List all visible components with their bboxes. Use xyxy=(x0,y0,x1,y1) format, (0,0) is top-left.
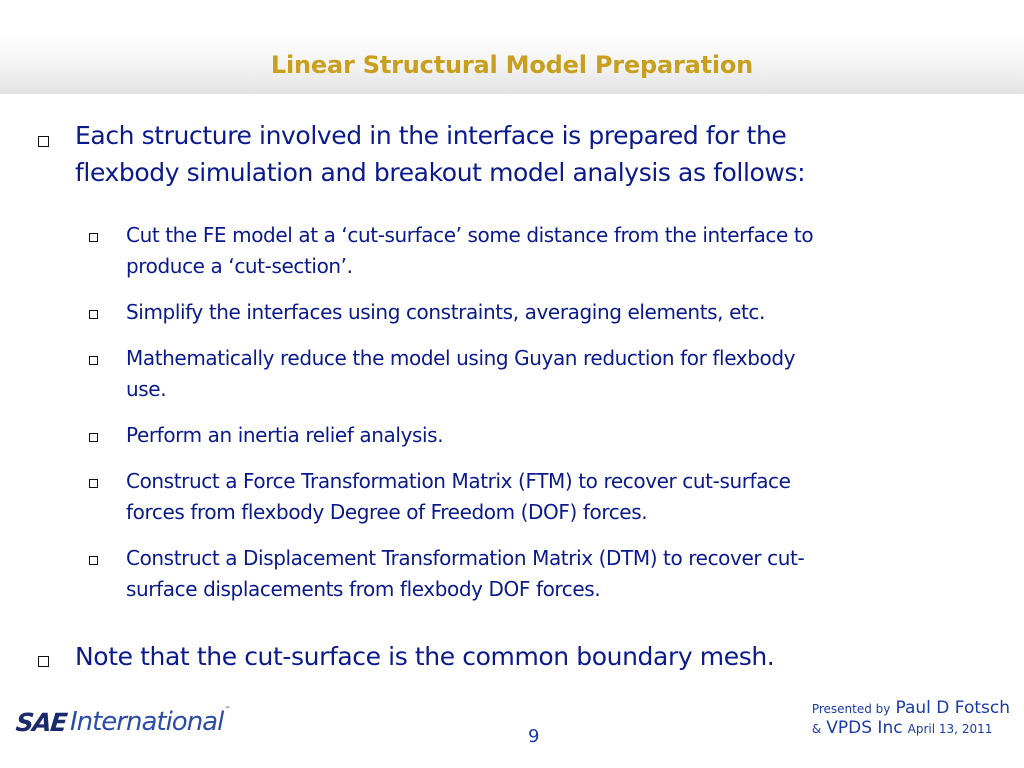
bullet-item xyxy=(75,638,955,675)
sub-bullet-item xyxy=(126,343,966,405)
bullet-line: forces from flexbody Degree of Freedom (DOF) forces. xyxy=(126,500,648,524)
square-bullet-icon xyxy=(89,479,98,488)
sub-bullet-item xyxy=(126,543,966,605)
logo-sae-text: SAE xyxy=(14,707,68,737)
square-bullet-icon xyxy=(89,233,98,242)
bullet-line: Each structure involved in the interface is prepared for the xyxy=(75,121,787,150)
bullet-line: Note that the cut-surface is the common boundary mesh. xyxy=(75,642,775,671)
bullet-line: Construct a Displacement Transformation Matrix (DTM) to recover cut- xyxy=(126,546,805,570)
page-number: 9 xyxy=(528,726,540,747)
bullet-line: flexbody simulation and breakout model analysis as follows: xyxy=(75,158,806,187)
presented-by-label: Presented by xyxy=(811,702,891,716)
logo-trademark: ™ xyxy=(224,706,231,713)
bullet-line: surface displacements from flexbody DOF forces. xyxy=(126,577,601,601)
bullet-item xyxy=(75,117,955,191)
logo-international-text: International xyxy=(69,707,224,737)
bullet-line: Simplify the interfaces using constraints, averaging elements, etc. xyxy=(126,300,765,324)
bullet-line: Cut the FE model at a ‘cut-surface’ some distance from the interface to xyxy=(126,223,814,247)
bullet-line: use. xyxy=(126,377,167,401)
sub-bullet-item xyxy=(126,466,966,528)
square-bullet-icon xyxy=(89,556,98,565)
credit-line-company xyxy=(812,718,1010,738)
square-bullet-icon xyxy=(89,310,98,319)
sae-international-logo xyxy=(16,702,230,742)
square-bullet-icon xyxy=(38,136,49,147)
presentation-date: April 13, 2011 xyxy=(907,722,993,736)
square-bullet-icon xyxy=(89,433,98,442)
sub-bullet-item xyxy=(126,420,966,451)
bullet-line: Perform an inertia relief analysis. xyxy=(126,423,444,447)
sub-bullet-item xyxy=(126,297,966,328)
ampersand: & xyxy=(811,722,822,736)
sub-bullet-item xyxy=(126,220,966,282)
presenter-credit xyxy=(812,698,1010,738)
square-bullet-icon xyxy=(89,356,98,365)
square-bullet-icon xyxy=(38,656,49,667)
bullet-line: Mathematically reduce the model using Guyan reduction for flexbody xyxy=(126,346,796,370)
bullet-line: Construct a Force Transformation Matrix (FTM) to recover cut-surface xyxy=(126,469,791,493)
company-name: VPDS Inc xyxy=(826,718,903,738)
credit-line-presenter xyxy=(812,698,1010,718)
slide-title: Linear Structural Model Preparation xyxy=(270,51,754,79)
bullet-line: produce a ‘cut-section’. xyxy=(126,254,353,278)
presenter-name: Paul D Fotsch xyxy=(895,698,1010,718)
